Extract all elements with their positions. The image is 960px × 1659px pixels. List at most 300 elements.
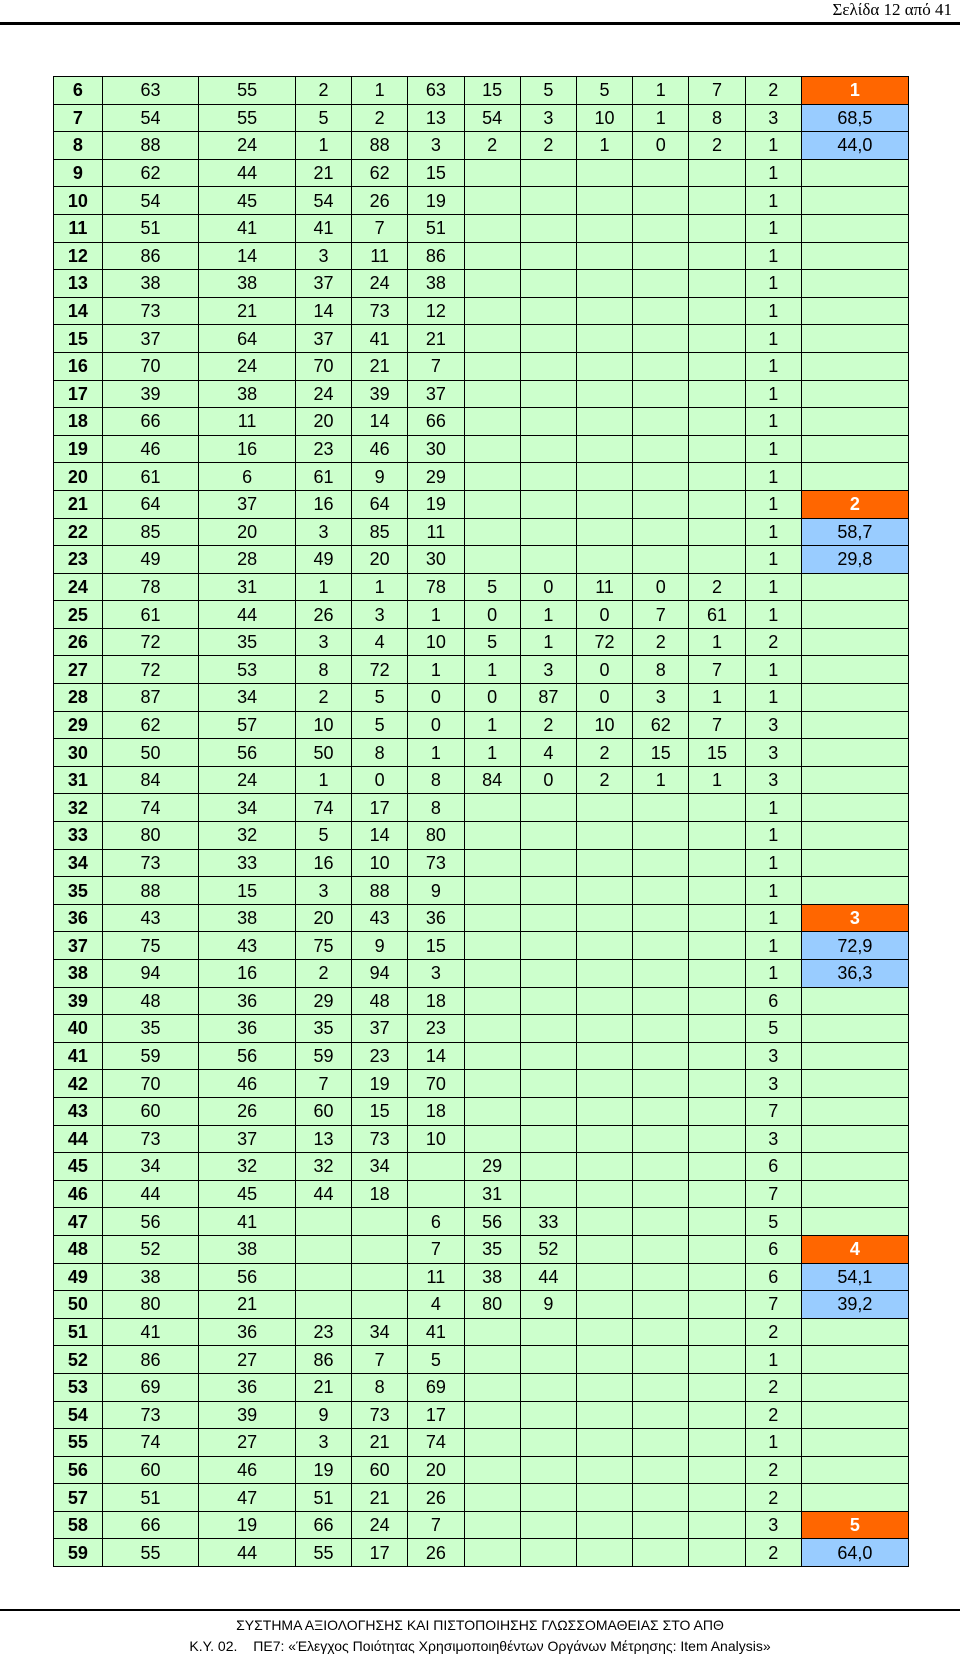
value-cell: 3 xyxy=(408,132,464,160)
result-cell: 3 xyxy=(801,904,908,932)
item-analysis-table xyxy=(53,76,909,1567)
highlighted-cell: 62 xyxy=(352,159,408,187)
value-cell: 1 xyxy=(745,1429,801,1457)
value-cell xyxy=(633,987,689,1015)
row-id-cell: 18 xyxy=(54,408,103,436)
highlighted-cell: 54 xyxy=(295,187,351,215)
value-cell xyxy=(520,1097,576,1125)
value-cell: 5 xyxy=(745,1015,801,1043)
result-cell xyxy=(801,766,908,794)
result-cell: 4 xyxy=(801,1235,908,1263)
value-cell: 38 xyxy=(199,380,296,408)
value-cell xyxy=(408,1180,464,1208)
result-cell: 1 xyxy=(801,77,908,105)
value-cell: 86 xyxy=(102,242,199,270)
value-cell: 19 xyxy=(295,1456,351,1484)
value-cell xyxy=(576,1373,632,1401)
value-cell: 5 xyxy=(520,77,576,105)
value-cell xyxy=(633,352,689,380)
highlighted-cell: 85 xyxy=(352,518,408,546)
value-cell: 24 xyxy=(199,766,296,794)
value-cell xyxy=(520,987,576,1015)
result-cell xyxy=(801,1318,908,1346)
value-cell: 33 xyxy=(520,1208,576,1236)
value-cell xyxy=(464,932,520,960)
value-cell: 15 xyxy=(408,159,464,187)
value-cell xyxy=(689,1263,745,1291)
highlighted-cell: 49 xyxy=(295,546,351,574)
value-cell xyxy=(689,1456,745,1484)
value-cell: 11 xyxy=(408,1263,464,1291)
row-id-cell: 36 xyxy=(54,904,103,932)
value-cell xyxy=(464,187,520,215)
row-id-cell: 37 xyxy=(54,932,103,960)
value-cell: 84 xyxy=(102,766,199,794)
value-cell: 55 xyxy=(199,104,296,132)
value-cell: 70 xyxy=(102,352,199,380)
value-cell xyxy=(464,877,520,905)
value-cell: 1 xyxy=(633,77,689,105)
value-cell: 23 xyxy=(408,1015,464,1043)
value-cell: 44 xyxy=(102,1180,199,1208)
value-cell: 1 xyxy=(464,711,520,739)
value-cell: 21 xyxy=(199,297,296,325)
value-cell xyxy=(689,214,745,242)
value-cell: 20 xyxy=(295,408,351,436)
value-cell: 1 xyxy=(745,932,801,960)
table-row xyxy=(54,904,909,932)
result-cell xyxy=(801,1346,908,1374)
value-cell: 59 xyxy=(102,1042,199,1070)
value-cell xyxy=(689,490,745,518)
value-cell xyxy=(352,1291,408,1319)
value-cell xyxy=(576,546,632,574)
row-id-cell: 24 xyxy=(54,573,103,601)
highlighted-cell: 39 xyxy=(352,380,408,408)
result-cell: 29,8 xyxy=(801,546,908,574)
result-cell xyxy=(801,628,908,656)
value-cell: 0 xyxy=(633,573,689,601)
row-id-cell: 40 xyxy=(54,1015,103,1043)
value-cell: 1 xyxy=(745,546,801,574)
value-cell: 26 xyxy=(295,601,351,629)
value-cell xyxy=(464,1484,520,1512)
value-cell: 7 xyxy=(745,1291,801,1319)
highlighted-cell: 46 xyxy=(352,435,408,463)
value-cell: 2 xyxy=(745,77,801,105)
value-cell: 1 xyxy=(745,849,801,877)
highlighted-cell: 60 xyxy=(352,1456,408,1484)
value-cell xyxy=(352,1235,408,1263)
result-cell xyxy=(801,435,908,463)
highlighted-cell: 84 xyxy=(464,766,520,794)
value-cell: 5 xyxy=(464,628,520,656)
value-cell: 14 xyxy=(352,822,408,850)
value-cell xyxy=(689,987,745,1015)
value-cell: 15 xyxy=(633,739,689,767)
value-cell xyxy=(520,1429,576,1457)
row-id-cell: 14 xyxy=(54,297,103,325)
value-cell xyxy=(633,325,689,353)
value-cell xyxy=(520,822,576,850)
value-cell: 0 xyxy=(633,132,689,160)
value-cell xyxy=(689,1125,745,1153)
value-cell xyxy=(689,877,745,905)
table-row xyxy=(54,1097,909,1125)
row-id-cell: 20 xyxy=(54,463,103,491)
value-cell: 38 xyxy=(199,1235,296,1263)
value-cell: 20 xyxy=(199,518,296,546)
value-cell xyxy=(295,1235,351,1263)
value-cell: 5 xyxy=(408,1346,464,1374)
value-cell: 15 xyxy=(352,1097,408,1125)
value-cell xyxy=(576,380,632,408)
value-cell xyxy=(633,187,689,215)
result-cell: 44,0 xyxy=(801,132,908,160)
value-cell: 3 xyxy=(408,960,464,988)
value-cell xyxy=(633,1456,689,1484)
value-cell xyxy=(689,325,745,353)
value-cell xyxy=(689,1153,745,1181)
value-cell xyxy=(520,1318,576,1346)
value-cell: 3 xyxy=(295,877,351,905)
value-cell: 7 xyxy=(408,1511,464,1539)
value-cell: 35 xyxy=(199,628,296,656)
value-cell: 60 xyxy=(102,1456,199,1484)
result-cell: 64,0 xyxy=(801,1539,908,1567)
value-cell: 38 xyxy=(102,1263,199,1291)
value-cell: 16 xyxy=(295,490,351,518)
value-cell xyxy=(689,1484,745,1512)
value-cell: 34 xyxy=(199,684,296,712)
value-cell xyxy=(520,242,576,270)
row-id-cell: 25 xyxy=(54,601,103,629)
value-cell: 56 xyxy=(199,1042,296,1070)
value-cell: 18 xyxy=(408,1097,464,1125)
value-cell: 7 xyxy=(352,214,408,242)
value-cell: 41 xyxy=(352,325,408,353)
value-cell: 39 xyxy=(199,1401,296,1429)
value-cell: 9 xyxy=(295,1401,351,1429)
value-cell: 1 xyxy=(745,270,801,298)
value-cell: 86 xyxy=(102,1346,199,1374)
value-cell: 64 xyxy=(199,325,296,353)
value-cell xyxy=(576,1539,632,1567)
value-cell xyxy=(689,242,745,270)
value-cell: 1 xyxy=(295,766,351,794)
value-cell: 34 xyxy=(199,794,296,822)
value-cell: 6 xyxy=(199,463,296,491)
row-id-cell: 56 xyxy=(54,1456,103,1484)
value-cell xyxy=(520,325,576,353)
value-cell: 1 xyxy=(633,104,689,132)
value-cell xyxy=(633,877,689,905)
table-row xyxy=(54,849,909,877)
value-cell xyxy=(576,435,632,463)
value-cell: 75 xyxy=(102,932,199,960)
value-cell: 7 xyxy=(689,77,745,105)
value-cell: 51 xyxy=(102,214,199,242)
value-cell: 2 xyxy=(576,739,632,767)
table-row xyxy=(54,711,909,739)
highlighted-cell: 73 xyxy=(408,849,464,877)
value-cell: 3 xyxy=(745,104,801,132)
value-cell: 57 xyxy=(199,711,296,739)
value-cell: 52 xyxy=(102,1235,199,1263)
value-cell: 6 xyxy=(745,987,801,1015)
highlighted-cell: 80 xyxy=(408,822,464,850)
value-cell: 47 xyxy=(199,1484,296,1512)
value-cell: 8 xyxy=(633,656,689,684)
value-cell xyxy=(520,1373,576,1401)
row-id-cell: 54 xyxy=(54,1401,103,1429)
value-cell xyxy=(576,490,632,518)
result-cell xyxy=(801,297,908,325)
table-row xyxy=(54,932,909,960)
value-cell: 73 xyxy=(102,1125,199,1153)
result-cell: 68,5 xyxy=(801,104,908,132)
table-row xyxy=(54,739,909,767)
table-row xyxy=(54,352,909,380)
result-cell xyxy=(801,1097,908,1125)
row-id-cell: 8 xyxy=(54,132,103,160)
value-cell xyxy=(689,960,745,988)
row-id-cell: 7 xyxy=(54,104,103,132)
value-cell xyxy=(464,297,520,325)
value-cell xyxy=(520,490,576,518)
value-cell xyxy=(689,518,745,546)
value-cell: 9 xyxy=(520,1291,576,1319)
value-cell: 55 xyxy=(102,1539,199,1567)
value-cell xyxy=(633,1539,689,1567)
highlighted-cell: 41 xyxy=(408,1318,464,1346)
table-row xyxy=(54,601,909,629)
value-cell: 1 xyxy=(352,77,408,105)
value-cell xyxy=(633,1373,689,1401)
row-id-cell: 50 xyxy=(54,1291,103,1319)
result-cell xyxy=(801,711,908,739)
result-cell xyxy=(801,601,908,629)
value-cell xyxy=(689,1401,745,1429)
value-cell: 9 xyxy=(352,932,408,960)
highlighted-cell: 51 xyxy=(295,1484,351,1512)
value-cell: 36 xyxy=(199,987,296,1015)
value-cell: 5 xyxy=(352,684,408,712)
value-cell xyxy=(633,518,689,546)
value-cell xyxy=(520,1539,576,1567)
value-cell: 26 xyxy=(352,187,408,215)
value-cell: 2 xyxy=(745,1373,801,1401)
value-cell: 74 xyxy=(102,1429,199,1457)
value-cell xyxy=(576,1070,632,1098)
highlighted-cell: 48 xyxy=(352,987,408,1015)
table-row xyxy=(54,242,909,270)
value-cell xyxy=(520,1346,576,1374)
value-cell xyxy=(464,463,520,491)
value-cell: 1 xyxy=(745,132,801,160)
value-cell: 24 xyxy=(199,132,296,160)
value-cell xyxy=(576,849,632,877)
highlighted-cell: 38 xyxy=(464,1263,520,1291)
table-row xyxy=(54,490,909,518)
value-cell xyxy=(464,1539,520,1567)
value-cell: 5 xyxy=(464,573,520,601)
value-cell: 38 xyxy=(199,904,296,932)
value-cell: 54 xyxy=(102,187,199,215)
value-cell xyxy=(464,214,520,242)
value-cell: 36 xyxy=(408,904,464,932)
row-id-cell: 47 xyxy=(54,1208,103,1236)
value-cell xyxy=(633,1208,689,1236)
value-cell xyxy=(576,794,632,822)
value-cell xyxy=(633,822,689,850)
value-cell: 8 xyxy=(295,656,351,684)
value-cell: 80 xyxy=(102,1291,199,1319)
value-cell xyxy=(576,408,632,436)
value-cell: 63 xyxy=(102,77,199,105)
highlighted-cell: 38 xyxy=(408,270,464,298)
value-cell: 87 xyxy=(102,684,199,712)
value-cell xyxy=(576,270,632,298)
value-cell: 1 xyxy=(745,463,801,491)
value-cell xyxy=(520,518,576,546)
value-cell: 6 xyxy=(745,1263,801,1291)
value-cell xyxy=(464,987,520,1015)
value-cell: 0 xyxy=(408,711,464,739)
value-cell: 3 xyxy=(520,656,576,684)
value-cell: 3 xyxy=(295,518,351,546)
value-cell xyxy=(689,1318,745,1346)
value-cell: 62 xyxy=(102,711,199,739)
value-cell: 55 xyxy=(199,77,296,105)
table-row xyxy=(54,1429,909,1457)
value-cell: 1 xyxy=(745,518,801,546)
result-cell: 39,2 xyxy=(801,1291,908,1319)
value-cell: 1 xyxy=(464,656,520,684)
value-cell: 37 xyxy=(199,1125,296,1153)
table-row xyxy=(54,325,909,353)
value-cell xyxy=(689,159,745,187)
result-cell xyxy=(801,1015,908,1043)
highlighted-cell: 59 xyxy=(295,1042,351,1070)
value-cell xyxy=(633,1042,689,1070)
value-cell: 14 xyxy=(408,1042,464,1070)
value-cell: 1 xyxy=(295,573,351,601)
highlighted-cell: 62 xyxy=(633,711,689,739)
value-cell: 2 xyxy=(295,684,351,712)
value-cell: 3 xyxy=(295,242,351,270)
value-cell xyxy=(633,1511,689,1539)
table-row xyxy=(54,270,909,298)
value-cell xyxy=(633,159,689,187)
table-row xyxy=(54,628,909,656)
value-cell xyxy=(520,1456,576,1484)
value-cell xyxy=(633,1153,689,1181)
value-cell xyxy=(520,904,576,932)
result-cell xyxy=(801,1484,908,1512)
value-cell: 1 xyxy=(633,766,689,794)
value-cell: 7 xyxy=(689,711,745,739)
value-cell xyxy=(633,1097,689,1125)
value-cell: 15 xyxy=(464,77,520,105)
value-cell: 4 xyxy=(520,739,576,767)
value-cell xyxy=(520,435,576,463)
value-cell xyxy=(464,822,520,850)
highlighted-cell: 88 xyxy=(352,132,408,160)
value-cell: 73 xyxy=(102,297,199,325)
highlighted-cell: 35 xyxy=(295,1015,351,1043)
value-cell xyxy=(520,960,576,988)
value-cell xyxy=(520,352,576,380)
value-cell xyxy=(633,463,689,491)
value-cell: 16 xyxy=(199,960,296,988)
value-cell xyxy=(689,794,745,822)
value-cell: 11 xyxy=(576,573,632,601)
value-cell: 1 xyxy=(745,435,801,463)
value-cell: 23 xyxy=(295,435,351,463)
value-cell: 9 xyxy=(352,463,408,491)
table-row xyxy=(54,1153,909,1181)
table-row xyxy=(54,794,909,822)
value-cell: 27 xyxy=(199,1346,296,1374)
value-cell: 44 xyxy=(199,159,296,187)
row-id-cell: 46 xyxy=(54,1180,103,1208)
value-cell: 50 xyxy=(102,739,199,767)
value-cell xyxy=(520,932,576,960)
value-cell: 10 xyxy=(576,711,632,739)
row-id-cell: 28 xyxy=(54,684,103,712)
result-cell xyxy=(801,408,908,436)
value-cell xyxy=(464,159,520,187)
table-row xyxy=(54,1235,909,1263)
value-cell: 0 xyxy=(576,684,632,712)
value-cell xyxy=(464,490,520,518)
highlighted-cell: 56 xyxy=(464,1208,520,1236)
value-cell xyxy=(689,297,745,325)
value-cell xyxy=(520,1401,576,1429)
result-cell xyxy=(801,187,908,215)
value-cell xyxy=(464,1429,520,1457)
table-row xyxy=(54,77,909,105)
value-cell: 37 xyxy=(408,380,464,408)
value-cell xyxy=(520,1484,576,1512)
value-cell: 56 xyxy=(199,739,296,767)
value-cell: 41 xyxy=(199,1208,296,1236)
value-cell xyxy=(633,849,689,877)
value-cell: 41 xyxy=(199,214,296,242)
value-cell: 15 xyxy=(689,739,745,767)
value-cell xyxy=(520,1125,576,1153)
value-cell xyxy=(520,1015,576,1043)
value-cell: 2 xyxy=(689,132,745,160)
value-cell: 72 xyxy=(102,656,199,684)
result-cell xyxy=(801,877,908,905)
value-cell xyxy=(464,435,520,463)
highlighted-cell: 88 xyxy=(352,877,408,905)
value-cell: 3 xyxy=(745,1070,801,1098)
value-cell: 36 xyxy=(199,1015,296,1043)
value-cell: 18 xyxy=(352,1180,408,1208)
value-cell: 21 xyxy=(199,1291,296,1319)
value-cell: 53 xyxy=(199,656,296,684)
value-cell: 7 xyxy=(408,1235,464,1263)
value-cell xyxy=(576,1125,632,1153)
value-cell xyxy=(464,1346,520,1374)
value-cell: 1 xyxy=(745,187,801,215)
value-cell xyxy=(689,849,745,877)
value-cell xyxy=(464,408,520,436)
value-cell: 29 xyxy=(295,987,351,1015)
